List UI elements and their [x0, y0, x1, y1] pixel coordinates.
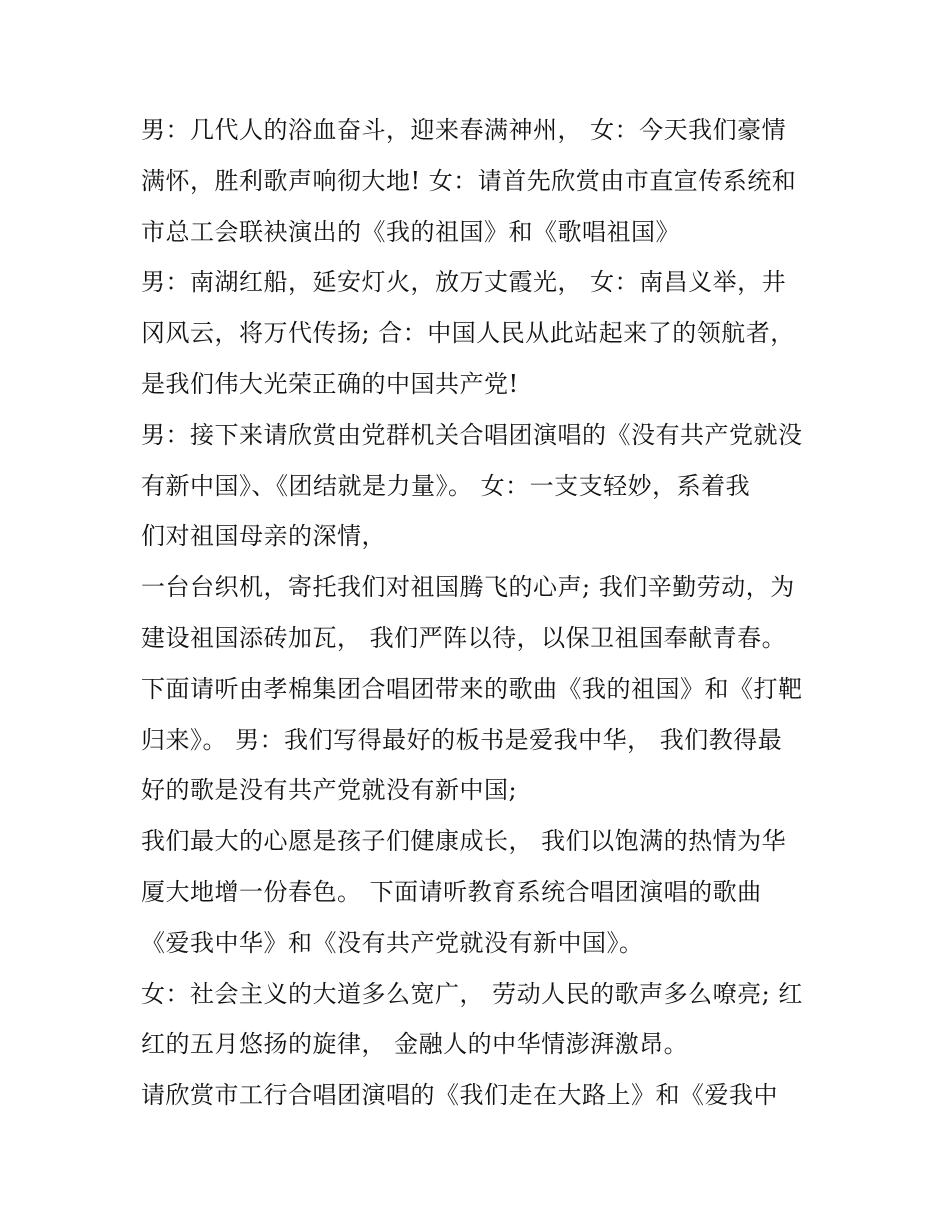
text-line: 们对祖国母亲的深情， [141, 522, 386, 551]
text-line: 《爱我中华》和《没有共产党就没有新中国》。 [141, 928, 644, 957]
text-line: 男：接下来请欣赏由党群机关合唱团演唱的《没有共产党就没 [141, 420, 803, 449]
text-line: 我们最大的心愿是孩子们健康成长， 我们以饱满的热情为华 [141, 827, 787, 856]
text-line: 厦大地增一份春色。 下面请听教育系统合唱团演唱的歌曲 [141, 877, 762, 906]
text-line: 男：南湖红船，延安灯火，放万丈霞光， 女：南昌义举，井 [141, 268, 787, 297]
text-line: 建设祖国添砖加瓦， 我们严阵以待，以保卫祖国奉献青春。 [141, 623, 787, 652]
script-text-block [141, 108, 821, 1124]
text-line: 冈风云，将万代传扬; 合：中国人民从此站起来了的领航者， [141, 319, 795, 348]
text-line: 有新中国》、《团结就是力量》。 女：一支支轻妙，系着我 [141, 471, 751, 500]
text-line: 红的五月悠扬的旋律， 金融人的中华情澎湃激昂。 [141, 1030, 689, 1059]
text-line: 女：社会主义的大道多么宽广， 劳动人民的歌声多么嘹亮; 红 [141, 979, 803, 1008]
text-line: 满怀，胜利歌声响彻大地! 女：请首先欣赏由市直宣传系统和 [141, 166, 797, 195]
text-line: 是我们伟大光荣正确的中国共产党! [141, 369, 519, 398]
text-line: 一台台织机，寄托我们对祖国腾飞的心声; 我们辛勤劳动，为 [141, 573, 795, 602]
text-line: 市总工会联袂演出的《我的祖国》和《歌唱祖国》 [141, 217, 680, 246]
text-line: 归来》。 男：我们写得最好的板书是爱我中华， 我们教得最 [141, 725, 783, 754]
text-line: 好的歌是没有共产党就没有新中国; [141, 776, 518, 805]
text-line: 男：几代人的浴血奋斗，迎来春满神州， 女：今天我们豪情 [141, 116, 787, 144]
text-line: 请欣赏市工行合唱团演唱的《我们走在大路上》和《爱我中 [141, 1081, 778, 1110]
text-line: 下面请听由孝棉集团合唱团带来的歌曲《我的祖国》和《打靶 [141, 674, 803, 703]
